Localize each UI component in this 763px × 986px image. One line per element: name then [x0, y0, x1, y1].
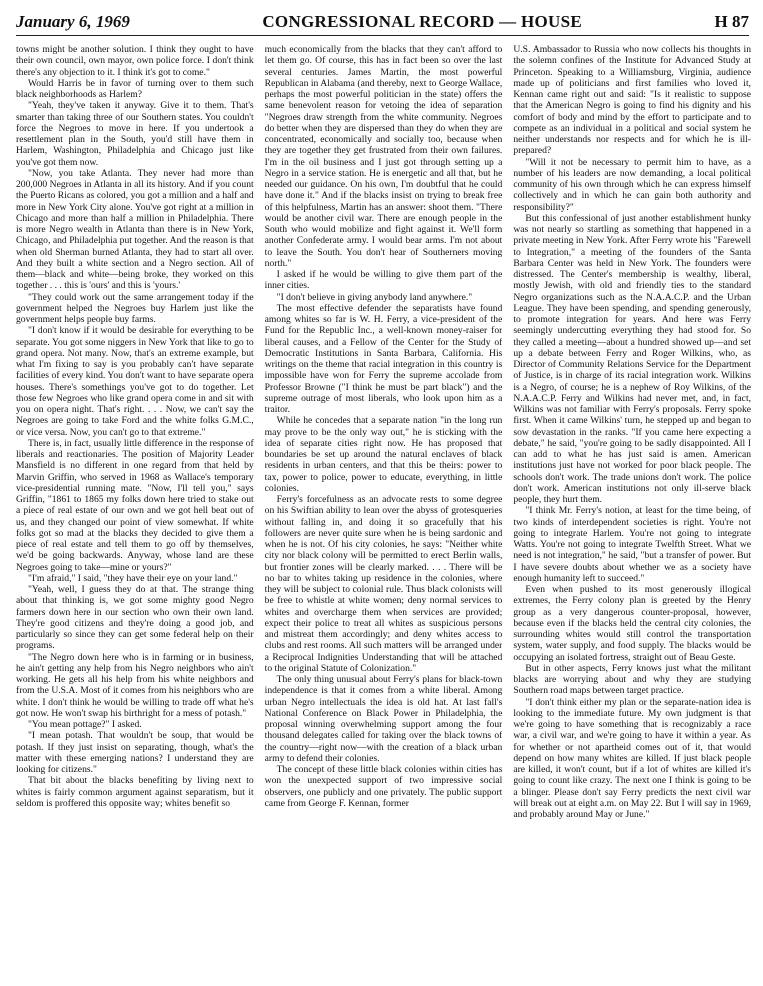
header-title: CONGRESSIONAL RECORD — HOUSE [262, 12, 582, 31]
paragraph: "They could work out the same arrangement today if the government helped the Negroes buy Harlem just like the government helps people buy farms. [16, 291, 254, 325]
column-1 [16, 44, 254, 978]
paragraph: "Yeah, they've taken it anyway. Give it to them. That's smarter than taking three of our Southern states. You couldn't force the Negroes to move in here. If you undertook a resettlement plan in the South, you'd still have them in Harlem, Washington, Philadelphia and Chicago just like you've got them now. [16, 100, 254, 168]
paragraph: I asked if he would be willing to give them part of the inner cities. [264, 269, 503, 292]
paragraph: That bit about the blacks benefiting by living next to whites is fairly common argument against separatism, but it seldom is proffered this opposite way; whites benefit so [16, 775, 254, 809]
paragraph: The only thing unusual about Ferry's plans for black-town independence is that it comes from a white liberal. Among urban Negro intellectuals the idea is old hat. At last fall's National Conference on Black Power in Philadelphia, the proposal winning overwhelming support among the four thousand delegates called for taking over the black towns of the country—right now—with the creation of a black urban army to defend their colonies. [264, 674, 503, 764]
paragraph: "Now, you take Atlanta. They never had more than 200,000 Negroes in Atlanta in all its history. And if you count the Puerto Ricans as colored, you got a million and a half and more in New York City alone. You've got right at a million in Chicago and more than half a million in Philadelphia. There is more Negro wealth in Atlanta than there is in New York, Chicago, and Philadelphia put together. And the reason is that when old Sherman burned Atlanta, they had to start all over. And they built a white section and a Negro section. All of them—black and white—being broke, they worked on this together . . . this is 'ours' and this is 'yours.' [16, 167, 254, 292]
column-3 [513, 44, 751, 978]
paragraph: "The Negro down here who is in farming or in business, he ain't getting any help from his Negro neighbors who ain't working. He gets all his help from his white neighbors and from the U.S.A. Most of it comes from his neighbors who are white. I don't think he would be willing to trade off what he's got now. He won't swap his birthright for a mess of potash." [16, 651, 254, 719]
paragraph: "You mean pottage?" I asked. [28, 719, 142, 730]
header-page-number: H 87 [714, 12, 749, 31]
header-date: January 6, 1969 [16, 12, 130, 31]
paragraph: "Will it not be necessary to permit him to have, as a number of his leaders are now demanding, a local political community of his own through which he can express himself collectively and in which he can gain both authority and responsibility?" [513, 156, 752, 213]
paragraph: But in other aspects, Ferry knows just what the militant blacks are worrying about and why they are studying Southern road maps between target practice. [513, 662, 752, 697]
paragraph: Would Harris be in favor of turning over to them such black neighborhoods as Harlem? [16, 77, 254, 100]
paragraph: The concept of these little black colonies within cities has won the unexpected support of two impressive social observers, one publicly and one privately. The public support came from George F. Kennan, former [264, 764, 503, 809]
paragraph: "I don't believe in giving anybody land anywhere." [276, 291, 473, 303]
paragraph: "Yeah, well, I guess they do at that. The strange thing about that thinking is, we got some mighty good Negro farmers down here in our section who own their own land. They're good citizens and they're doing a good job, and particularly so since they can get some federal help on their programs. [16, 584, 254, 652]
paragraph: U.S. Ambassador to Russia who now collects his thoughts in the solemn confines of the Institute for Advanced Study at Princeton. Speaking to a Williamsburg, Virginia, audience made up of politicians and first families who loved it, Kennan came right out and said: "Is it realistic to suppose that the American Negro is going to find his dignity and his comfort of body and mind by the effort to participate and to compete as an individual in a political and social system he neither understands nor respects and for which he is ill-prepared? [513, 44, 752, 157]
paragraph: "I think Mr. Ferry's notion, at least for the time being, of two kinds of interdependent societies is right. You're not going to integrate Harlem. You're not going to integrate Watts. You're not going to integrate Twelfth Street. What we need is not integration," he said, "but a transfer of power. But I have severe doubts about whether we as a society have enough humanity left to succeed." [513, 505, 752, 584]
paragraph: towns might be another solution. I think they ought to have their own council, own mayor, own police force. I don't think there's any objection to it. I think it's got to come." [16, 44, 254, 78]
column-2 [265, 44, 503, 978]
text-columns [16, 44, 751, 978]
paragraph: much economically from the blacks that they can't afford to let them go. Of course, this has in fact been so over the last several centuries. James Martin, the most powerful Republican in Alabama (and thereby, next to George Wallace, perhaps the most powerful politician in the state) offers the same benevolent reason for vetoing the idea of separation "Negroes draw strength from the white community. Negroes do better when they are dispersed than they do when they are concentrated, economically and socially too, because when they are together they get frustrated from their own failures. I'm in the oil business and I just got through setting up a Negro in a service station. He is energetic and all that, but he needed our guidance. On his own, I'm doubtful that he could have done it." And if the blacks insist on trying to break free of this helpfulness, Martin has an answer: shoot them. "There would be another civil war. There are enough people in the South who would mobilize and fight against it. We'll form another Confederate army. I would bear arms. I'm not about to leave the South. You don't hear of Southerners moving north." [264, 44, 503, 269]
paragraph: While he concedes that a separate nation "in the long run may prove to be the only way out," he is sticking with the idea of separate cities right now. He has proposed that boundaries be set up around the natural enclaves of black residents in urban centers, and that this be theirs: power to tax, power to police, power to educate, everything, in little colonies. [264, 415, 503, 494]
paragraph: Even when pushed to its most generously illogical extremes, the Ferry colony plan is greeted by the Henry group as a very dangerous counter-proposal, however, because even if the blacks held the central city colonies, the surrounding whites would still control the transportation system, water supply, and food supply. The blacks would be occupying an isolated fortress, straight out of Beau Geste. [513, 584, 752, 663]
paragraph: Ferry's forcefulness as an advocate rests to some degree on his Swiftian ability to lean over the abyss of grotesqueries without falling in, and doing it so gracefully that his followers are never quite sure when he is being sardonic and when he is not. Of his city colonies, he says: "Neither white city nor black colony will be permitted to erect Berlin walls, but frontier zones will be clearly marked. . . . There will be no bar to whites taking up residence in the colonies, where they will be subject to colonial rule. Thus black colonists will be free to whistle at white women; deny normal services to whites and overcharge them when services are provided; expect their police to treat all whites as suspicious persons and mistreat them accordingly; and deny whites access to clubs and rest rooms. All such matters will be arranged under a Reciprocal Indignities Understanding that will be attached to the original Statute of Colonization." [264, 494, 503, 674]
paragraph: "I don't think either my plan or the separate-nation idea is looking to the immediate future. My own judgment is that we're going to have something that is recognizably a race war, a civil war, and we're going to have it within a year. As for whether or not apartheid comes out of it, that would depend on how many whites are killed. If just black people are killed, it won't count, but if a lot of whites are killed it's going to count like crazy. The next one I think is going to be a blinger. Please don't say Ferry predicts the next civil war will break out at eight a.m. on May 22. But I will say in 1969, and probably around May or June." [513, 696, 752, 820]
paragraph: "I'm afraid," I said, "they have their eye on your land." [28, 572, 238, 584]
paragraph: But this confessional of just another establishment hunky was not nearly so startling as something that happened in a private meeting in New York. After Ferry wrote his "Farewell to Integration," a meeting of the founders of the Santa Barbara Center was held in New York. The founders were distressed. The Center's membership is wealthy, liberal, mostly Jewish, with old and friendly ties to the standard Negro organizations such as the N.A.A.C.P. and the Urban League. They have been spending, and spending generously, to promote integration for years. And here was Ferry seemingly undercutting everything they had stood for. So they called a meeting—about a hundred showed up—and set up a debate between Ferry and Roger Wilkins, who, as Director of Community Relations Service for the Department of Justice, is in charge of its racial integration work. Wilkins is a Negro, of course; he is a nephew of Roy Wilkins, of the N.A.A.C.P. Ferry and Wilkins had never met, and, in fact, Wilkins was not familiar with Ferry's proposals. Ferry spoke first. When it came Wilkins' turn, he stepped up and began to sow devastation in the ranks. "If you came here expecting a debate," he said, "you're going to be sadly disappointed. All I can add to what he has just said is amen. American institutions just have not worked for poor black people. The schools don't work. The trade unions don't work. The police don't work. American institutions not only ill-serve black people, they hurt them. [513, 212, 752, 505]
paragraph: There is, in fact, usually little difference in the response of liberals and reactionaries. The position of Majority Leader Mansfield is no different in one regard from that held by Marvin Griffin, who served in 1968 as Wallace's temporary vice-presidential running mate. "Now, I'll tell you," says Griffin, "1861 to 1865 my folks down here tried to stake out a piece of real estate of our own and we got hell beat out of us, and they changed our point of view somewhat. If white folks got so mad at the blacks they decided to give them a piece of real estate and tell them to go off by themselves, we'd be going backwards. Anyway, whose land are these Negroes going to take—mine or yours?" [16, 437, 254, 573]
paragraph: The most effective defender the separatists have found among whites so far is W. H. Ferry, a vice-president of the Fund for the Republic Inc., a well-known money-raiser for liberal causes, and a Fellow of the Center for the Study of Democratic Institutions in Santa Barbara, California. His writings on the theme that racial integration in this country is impossible have won for Ferry the supreme accolade from Professor Browne ("I think he must be part black") and the supreme outrage of most liberals, who look upon him as a traitor. [264, 302, 503, 415]
page-header [16, 6, 749, 36]
paragraph: "I mean potash. That wouldn't be soup, that would be potash. If they just insist on separating, though, what's the matter with these emerging nations? I understand they are looking for citizens." [16, 730, 254, 775]
paragraph: "I don't know if it would be desirable for everything to be separate. You got some niggers in New York that like to go to grand opera. Not many. Now, that's an extreme example, but what I'm fixing to say is you probably can't have separate facilities of every kind. You don't want to have separate opera houses. There's somethings you've got to do together. Let those few Negroes who like grand opera come in and sit with you on opera night. That's right. . . . Now, we can't say the Negroes are going to take Ford and the white folks G.M.C., or vice versa. Now, you can't go to that extreme." [16, 325, 254, 438]
